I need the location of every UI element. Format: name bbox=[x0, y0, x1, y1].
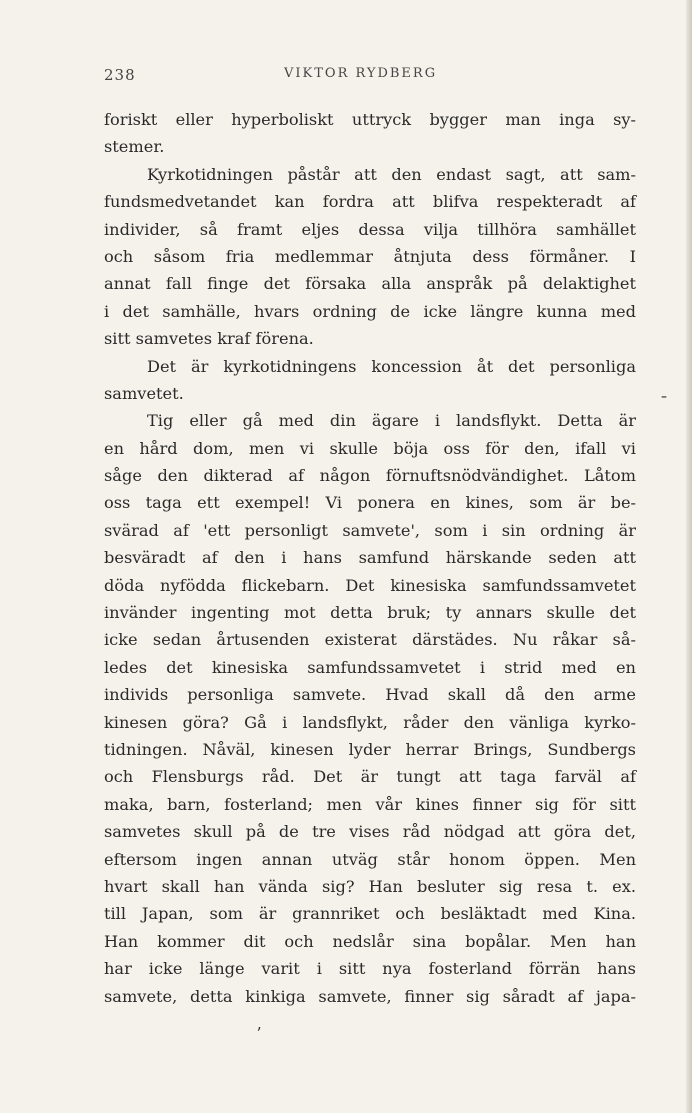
body-text bbox=[104, 106, 636, 1010]
page-edge bbox=[686, 0, 692, 1113]
text-line: Kyrkotidningen påstår att den endast sagt, att sam- bbox=[147, 164, 636, 184]
text-line: fundsmedvetandet kan fordra att blifva respekteradt af bbox=[104, 192, 636, 212]
text-line: ledes det kinesiska samfundssamvetet i strid med en bbox=[104, 657, 636, 677]
text-line: oss taga ett exempel! Vi ponera en kines, som är be- bbox=[104, 493, 636, 513]
text-line: en hård dom, men vi skulle böja oss för den, ifall vi bbox=[104, 438, 636, 458]
text-line: kinesen göra? Gå i landsflykt, råder den vänliga kyrko- bbox=[104, 712, 636, 732]
text-line: eftersom ingen annan utväg står honom öppen. Men bbox=[104, 849, 636, 869]
text-line: besväradt af den i hans samfund härskande seden att bbox=[104, 548, 636, 568]
text-line: individer, så framt eljes dessa vilja tillhöra samhället bbox=[104, 219, 636, 239]
page-number: 238 bbox=[104, 66, 136, 84]
text-line: annat fall finge det försaka alla anspråk på delaktighet bbox=[104, 274, 636, 294]
text-line: individs personliga samvete. Hvad skall då den arme bbox=[104, 685, 636, 705]
text-line: tidningen. Nåväl, kinesen lyder herrar Brings, Sundbergs bbox=[104, 739, 636, 759]
text-line: svärad af 'ett personligt samvete', som i sin ordning är bbox=[104, 520, 636, 540]
stray-mark-icon: ˍ bbox=[660, 380, 668, 399]
text-line: Det är kyrkotidningens koncession åt det personliga bbox=[147, 356, 636, 376]
text-line: icke sedan årtusenden existerat därstädes. Nu råkar så- bbox=[104, 630, 636, 650]
text-line: sitt samvetes kraf förena. bbox=[104, 329, 314, 349]
text-line: Tig eller gå med din ägare i landsflykt. Detta är bbox=[147, 411, 636, 431]
text-line: invänder ingenting mot detta bruk; ty annars skulle det bbox=[104, 603, 636, 623]
text-line: hvart skall han vända sig? Han besluter sig resa t. ex. bbox=[104, 876, 636, 896]
text-line: döda nyfödda flickebarn. Det kinesiska samfundssamvetet bbox=[104, 575, 636, 595]
text-line: och såsom fria medlemmar åtnjuta dess förmåner. I bbox=[104, 246, 636, 266]
text-line: såge den dikterad af någon förnuftsnödvändighet. Låtom bbox=[104, 466, 636, 486]
text-line: till Japan, som är grannriket och besläktadt med Kina. bbox=[104, 904, 636, 924]
text-line: samvete, detta kinkiga samvete, finner sig såradt af japa- bbox=[104, 986, 636, 1006]
text-line: samvetet. bbox=[104, 383, 184, 403]
text-line: och Flensburgs råd. Det är tungt att taga farväl af bbox=[104, 767, 636, 787]
text-line: stemer. bbox=[104, 137, 165, 157]
text-line: maka, barn, fosterland; men vår kines finner sig för sitt bbox=[104, 794, 636, 814]
running-head: VIKTOR RYDBERG bbox=[284, 66, 438, 81]
text-line: i det samhälle, hvars ordning de icke längre kunna med bbox=[104, 301, 636, 321]
text-line: foriskt eller hyperboliskt uttryck bygger man inga sy- bbox=[104, 110, 636, 129]
stray-mark-icon: ʼ bbox=[256, 1024, 262, 1043]
text-line: Han kommer dit och nedslår sina bopålar. Men han bbox=[104, 931, 636, 951]
text-line: har icke länge varit i sitt nya fosterland förrän hans bbox=[104, 959, 636, 979]
page-header bbox=[104, 66, 636, 86]
text-line: samvetes skull på de tre vises råd nödgad att göra det, bbox=[104, 822, 636, 842]
